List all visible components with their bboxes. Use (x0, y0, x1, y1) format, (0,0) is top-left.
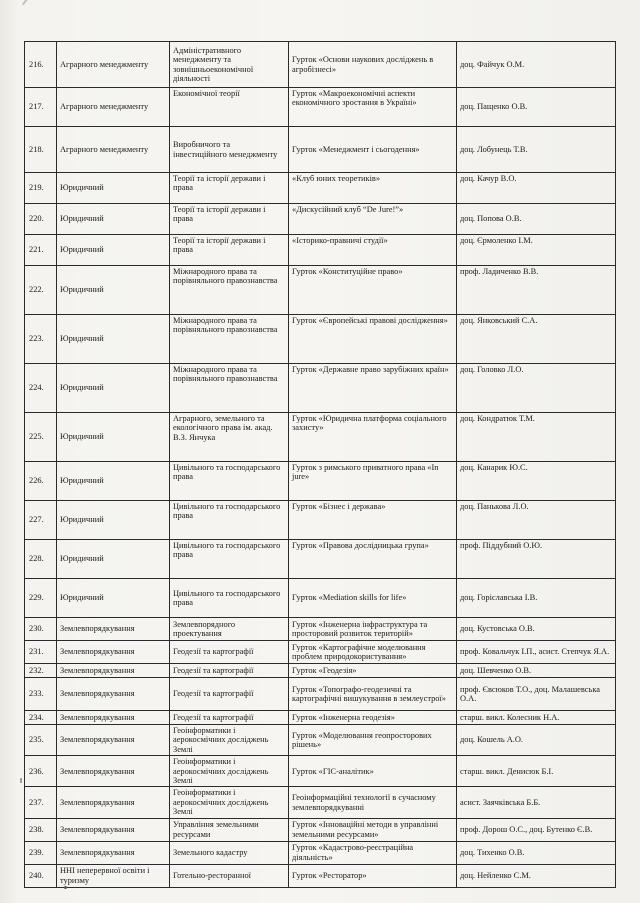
row-number: 220. (25, 204, 57, 235)
table-row (25, 841, 616, 864)
department-cell: Цивільного та господарського права (170, 579, 289, 618)
department-cell: Виробничого та інвестиційного менеджменту (170, 127, 289, 173)
student-clubs-table (24, 41, 616, 888)
department-cell: Аграрного, земельного та екологічного права ім. акад. В.З. Янчука (170, 413, 289, 462)
supervisor-cell: проф. Ковальчук І.П., асист. Степчук Я.А. (457, 641, 616, 664)
table-row (25, 756, 616, 787)
supervisor-cell: доц. Качур В.О. (457, 173, 616, 204)
supervisor-cell: доц. Канарик Ю.С. (457, 462, 616, 501)
faculty-cell: Юридичний (57, 501, 170, 540)
table-row (25, 618, 616, 641)
table-row (25, 641, 616, 664)
club-cell: «Історико-правничі студії» (289, 235, 457, 266)
club-cell: Гурток «Європейські правові дослідження» (289, 315, 457, 364)
row-number: 230. (25, 618, 57, 641)
table-row (25, 266, 616, 315)
club-cell: Гурток «Менеджмент і сьогодення» (289, 127, 457, 173)
row-number: 221. (25, 235, 57, 266)
department-cell: Управління земельними ресурсами (170, 818, 289, 841)
department-cell: Геоінформатики і аерокосмічних досліджень Землі (170, 787, 289, 818)
club-cell: «Дискусійний клуб “De Jure!”» (289, 204, 457, 235)
table-row (25, 315, 616, 364)
table-row (25, 364, 616, 413)
table-row (25, 88, 616, 127)
faculty-cell: Юридичний (57, 540, 170, 579)
department-cell: Геоінформатики і аерокосмічних досліджень Землі (170, 756, 289, 787)
department-cell: Землевпорядного проектування (170, 618, 289, 641)
margin-mark (20, 778, 22, 783)
department-cell: Геодезії та картографії (170, 711, 289, 725)
supervisor-cell: доц. Файчук О.М. (457, 42, 616, 88)
club-cell: Гурток «Ресторатор» (289, 864, 457, 887)
department-cell: Міжнародного права та порівняльного правознавства (170, 315, 289, 364)
club-cell: Гурток «Макроекономічні аспекти економічного зростання в Україні» (289, 88, 457, 127)
table-row (25, 127, 616, 173)
row-number: 226. (25, 462, 57, 501)
supervisor-cell: проф. Євсюков Т.О., доц. Малашевська О.А. (457, 678, 616, 711)
table-row (25, 864, 616, 887)
table-row (25, 235, 616, 266)
club-cell: Гурток «Бізнес і держава» (289, 501, 457, 540)
row-number: 218. (25, 127, 57, 173)
faculty-cell: Землевпорядкування (57, 678, 170, 711)
row-number: 237. (25, 787, 57, 818)
supervisor-cell: асист. Заячківська Б.Б. (457, 787, 616, 818)
row-number: 234. (25, 711, 57, 725)
department-cell: Теорії та історії держави і права (170, 204, 289, 235)
faculty-cell: Землевпорядкування (57, 841, 170, 864)
table-row (25, 664, 616, 678)
table-row (25, 711, 616, 725)
supervisor-cell: доц. Горіславська І.В. (457, 579, 616, 618)
faculty-cell: Землевпорядкування (57, 787, 170, 818)
faculty-cell: Землевпорядкування (57, 618, 170, 641)
row-number: 231. (25, 641, 57, 664)
department-cell: Цивільного та господарського права (170, 501, 289, 540)
club-cell: Гурток «Конституційне право» (289, 266, 457, 315)
department-cell: Геодезії та картографії (170, 641, 289, 664)
faculty-cell: Юридичний (57, 462, 170, 501)
club-cell: Гурток «Mediation skills for life» (289, 579, 457, 618)
supervisor-cell: доц. Панькова Л.О. (457, 501, 616, 540)
department-cell: Міжнародного права та порівняльного правознавства (170, 266, 289, 315)
supervisor-cell: старш. викл. Денисюк Б.І. (457, 756, 616, 787)
table-row (25, 725, 616, 756)
department-cell: Готельно-ресторанної (170, 864, 289, 887)
supervisor-cell: доц. Кошель А.О. (457, 725, 616, 756)
club-cell: Гурток «Основи наукових досліджень в агробізнесі» (289, 42, 457, 88)
faculty-cell: Юридичний (57, 579, 170, 618)
table-row (25, 413, 616, 462)
row-number: 225. (25, 413, 57, 462)
supervisor-cell: доц. Кустовська О.В. (457, 618, 616, 641)
row-number: 232. (25, 664, 57, 678)
supervisor-cell: доц. Попова О.В. (457, 204, 616, 235)
department-cell: Земельного кадастру (170, 841, 289, 864)
faculty-cell: Юридичний (57, 204, 170, 235)
row-number: 219. (25, 173, 57, 204)
table-row (25, 501, 616, 540)
club-cell: Гурток «Правова дослідницька група» (289, 540, 457, 579)
table-row (25, 173, 616, 204)
row-number: 229. (25, 579, 57, 618)
department-cell: Геодезії та картографії (170, 664, 289, 678)
faculty-cell: Аграрного менеджменту (57, 88, 170, 127)
faculty-cell: Землевпорядкування (57, 756, 170, 787)
row-number: 235. (25, 725, 57, 756)
club-cell: Гурток з римського приватного права «In jure» (289, 462, 457, 501)
table-row (25, 818, 616, 841)
faculty-cell: Юридичний (57, 413, 170, 462)
faculty-cell: Юридичний (57, 266, 170, 315)
club-cell: Гурток «Моделювання геопросторових рішень» (289, 725, 457, 756)
club-cell: Геоінформаційні технології в сучасному землевпорядкуванні (289, 787, 457, 818)
table-row (25, 540, 616, 579)
supervisor-cell: проф. Ладиченко В.В. (457, 266, 616, 315)
supervisor-cell: доц. Шевченко О.В. (457, 664, 616, 678)
department-cell: Геодезії та картографії (170, 678, 289, 711)
department-cell: Цивільного та господарського права (170, 540, 289, 579)
club-cell: Гурток «Картографічне моделювання проблем природокористування» (289, 641, 457, 664)
faculty-cell: Землевпорядкування (57, 818, 170, 841)
faculty-cell: Землевпорядкування (57, 664, 170, 678)
row-number: 216. (25, 42, 57, 88)
row-number: 217. (25, 88, 57, 127)
table-row (25, 787, 616, 818)
faculty-cell: Аграрного менеджменту (57, 42, 170, 88)
supervisor-cell: проф. Дорош О.С., доц. Бутенко Є.В. (457, 818, 616, 841)
faculty-cell: Землевпорядкування (57, 711, 170, 725)
department-cell: Теорії та історії держави і права (170, 173, 289, 204)
supervisor-cell: проф. Піддубний О.Ю. (457, 540, 616, 579)
faculty-cell: Землевпорядкування (57, 725, 170, 756)
row-number: 236. (25, 756, 57, 787)
faculty-cell: ННІ неперервної освіти і туризму (57, 864, 170, 887)
club-cell: Гурток «Юридична платформа соціального захисту» (289, 413, 457, 462)
row-number: 222. (25, 266, 57, 315)
supervisor-cell: доц. Кондратюк Т.М. (457, 413, 616, 462)
faculty-cell: Землевпорядкування (57, 641, 170, 664)
supervisor-cell: доц. Єрмоленко І.М. (457, 235, 616, 266)
faculty-cell: Юридичний (57, 235, 170, 266)
row-number: 223. (25, 315, 57, 364)
row-number: 224. (25, 364, 57, 413)
supervisor-cell: доц. Лобунець Т.В. (457, 127, 616, 173)
table-row (25, 42, 616, 88)
supervisor-cell: старш. викл. Колесник Н.А. (457, 711, 616, 725)
supervisor-cell: доц. Тихенко О.В. (457, 841, 616, 864)
row-number: 239. (25, 841, 57, 864)
faculty-cell: Юридичний (57, 364, 170, 413)
row-number: 227. (25, 501, 57, 540)
club-cell: «Клуб юних теоретиків» (289, 173, 457, 204)
row-number: 238. (25, 818, 57, 841)
department-cell: Економічної теорії (170, 88, 289, 127)
table-row (25, 579, 616, 618)
supervisor-cell: доц. Нейленко С.М. (457, 864, 616, 887)
supervisor-cell: доц. Головко Л.О. (457, 364, 616, 413)
table-row (25, 462, 616, 501)
faculty-cell: Аграрного менеджменту (57, 127, 170, 173)
club-cell: Гурток «Інноваційні методи в управлінні земельними ресурсами» (289, 818, 457, 841)
faculty-cell: Юридичний (57, 173, 170, 204)
club-cell: Гурток «Кадастрово-реєстраційна діяльність» (289, 841, 457, 864)
club-cell: Гурток «Інженерна інфраструктура та просторовий розвиток територій» (289, 618, 457, 641)
department-cell: Міжнародного права та порівняльного правознавства (170, 364, 289, 413)
row-number: 233. (25, 678, 57, 711)
faculty-cell: Юридичний (57, 315, 170, 364)
supervisor-cell: доц. Янковський С.А. (457, 315, 616, 364)
club-cell: Гурток «Геодезія» (289, 664, 457, 678)
row-number: 228. (25, 540, 57, 579)
club-cell: Гурток «Інженерна геодезія» (289, 711, 457, 725)
table-row (25, 204, 616, 235)
department-cell: Геоінформатики і аерокосмічних досліджень Землі (170, 725, 289, 756)
department-cell: Теорії та історії держави і права (170, 235, 289, 266)
club-cell: Гурток «ГІС-аналітик» (289, 756, 457, 787)
department-cell: Цивільного та господарського права (170, 462, 289, 501)
table-row (25, 678, 616, 711)
department-cell: Адміністративного менеджменту та зовнішньоекономічної діяльності (170, 42, 289, 88)
scan-speck (64, 886, 67, 889)
supervisor-cell: доц. Пащенко О.В. (457, 88, 616, 127)
club-cell: Гурток «Топографо-геодезичні та картографічні вишукування в землеустрої» (289, 678, 457, 711)
row-number: 240. (25, 864, 57, 887)
club-cell: Гурток «Державне право зарубіжних країн» (289, 364, 457, 413)
